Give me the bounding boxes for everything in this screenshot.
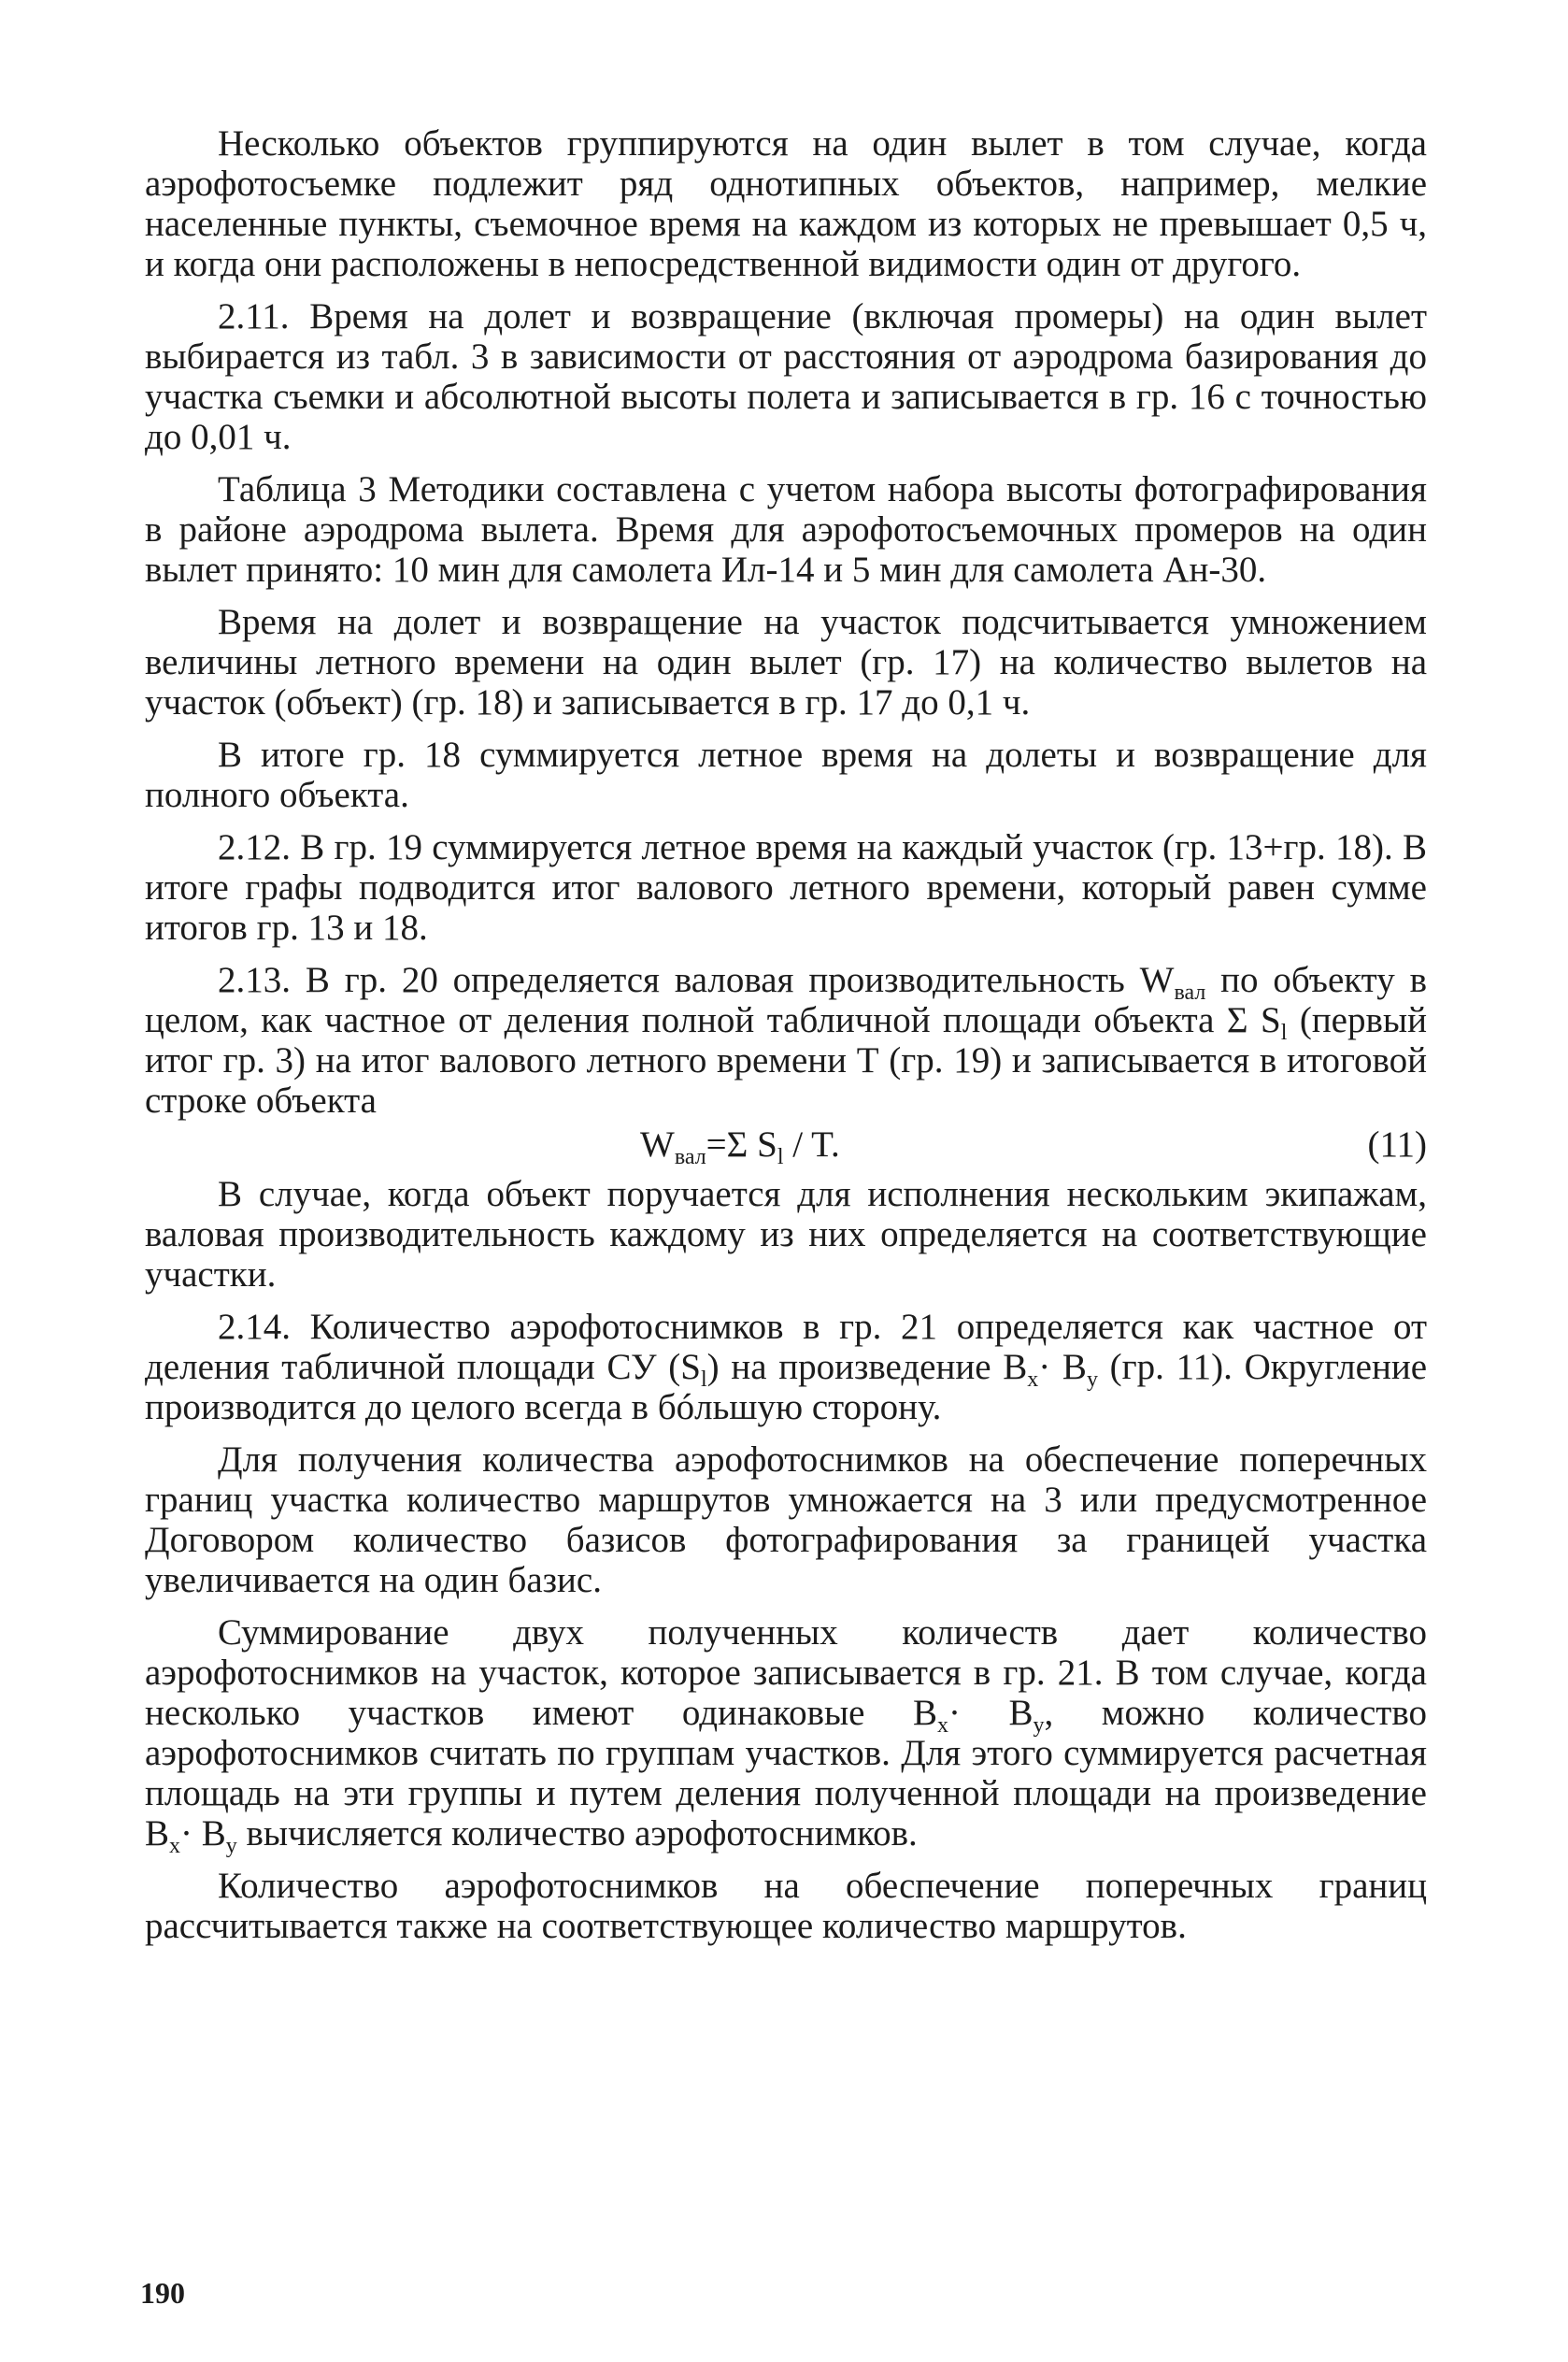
subscript: y: [1086, 1367, 1098, 1392]
formula-expression: [640, 1124, 840, 1169]
text-segment: 2.14. Количество аэрофотоснимков в гр. 21 определяется как частное от деления табличной площади СУ (S: [145, 1307, 1427, 1387]
subscript: x: [169, 1834, 181, 1858]
subscript: l: [777, 1145, 784, 1169]
paragraph: Время на долет и возвращение на участок подсчитывается умножением величины летного времени на один вылет (гр. 17) на количество вылетов на участок (объект) (гр. 18) и записывается в гр. 17 до 0,1 ч.: [145, 602, 1427, 723]
text-segment: 2.13. В гр. 20 определяется валовая производительность W: [218, 960, 1175, 1000]
text-segment: Суммирование двух полученных количеств дает количество аэрофотоснимков на участок, которое записывается в гр. 21. В том случае, когда несколько участков имеют одинаковые В: [145, 1612, 1427, 1733]
subscript: l: [1280, 1021, 1288, 1045]
page-number: 190: [140, 2276, 185, 2310]
subscript: вал: [674, 1145, 706, 1169]
text-segment: , можно количество аэрофотоснимков считать по группам участков. Для этого суммируется расчетная площадь на эти группы и путем деления полученной площади на произведение В: [145, 1693, 1427, 1854]
paragraph: Количество аэрофотоснимков на обеспечение поперечных границ рассчитывается также на соответствующее количество маршрутов.: [145, 1866, 1427, 1946]
text-segment: · В: [1038, 1347, 1087, 1387]
subscript: y: [225, 1834, 237, 1858]
page-body: [145, 123, 1427, 1958]
paragraph: Несколько объектов группируются на один вылет в том случае, когда аэрофотосъемке подлежит ряд однотипных объектов, например, мелкие населенные пункты, съемочное время на каждом из которых не превышает 0,5 ч, и когда они расположены в непосредственной видимости один от другого.: [145, 123, 1427, 284]
text-segment: · В: [180, 1813, 226, 1854]
text-segment: (первый итог гр. 3) на итог валового летного времени Т (гр. 19) и записывается в итоговой строке объекта: [145, 1000, 1427, 1121]
subscript: x: [1027, 1367, 1039, 1392]
paragraph-2-11: 2.11. Время на долет и возвращение (включая промеры) на один вылет выбирается из табл. 3 в зависимости от расстояния от аэродрома базирования до участка съемки и абсолютной высоты полета и записывается в гр. 16 с точностью до 0,01 ч.: [145, 296, 1427, 457]
formula-tail: / T.: [783, 1124, 840, 1165]
paragraph: В итоге гр. 18 суммируется летное время на долеты и возвращение для полного объекта.: [145, 735, 1427, 815]
formula-11: [145, 1124, 1427, 1169]
subscript: l: [700, 1367, 707, 1392]
paragraph-2-13: [145, 960, 1427, 1121]
paragraph: Таблица 3 Методики составлена с учетом набора высоты фотографирования в районе аэродрома вылета. Время для аэрофотосъемочных промеров на один вылет принято: 10 мин для самолета Ил-14 и 5 мин для самолета Ан-30.: [145, 469, 1427, 590]
paragraph-2-14: [145, 1307, 1427, 1427]
formula-number: (11): [1367, 1124, 1427, 1165]
paragraph: Для получения количества аэрофотоснимков на обеспечение поперечных границ участка количество маршрутов умножается на 3 или предусмотренное Договором количество базисов фотографирования за границей участка увеличивается на один базис.: [145, 1439, 1427, 1600]
subscript: y: [1033, 1713, 1045, 1738]
subscript: вал: [1174, 981, 1206, 1005]
formula-w: W: [640, 1124, 675, 1165]
text-segment: (гр. 11). Округление производится до целого всегда в бóльшую сторону.: [145, 1347, 1428, 1427]
text-segment: · В: [948, 1693, 1033, 1733]
text-segment: ) на произведение В: [706, 1347, 1028, 1387]
formula-sum: =Σ S: [706, 1124, 777, 1165]
paragraph-2-12: 2.12. В гр. 19 суммируется летное время на каждый участок (гр. 13+гр. 18). В итоге графы подводится итог валового летного времени, который равен сумме итогов гр. 13 и 18.: [145, 827, 1427, 948]
paragraph: [145, 1612, 1427, 1858]
subscript: x: [937, 1713, 949, 1738]
text-segment: по объекту в целом, как частное от деления полной табличной площади объекта Σ S: [145, 960, 1427, 1040]
text-segment: вычисляется количество аэрофотоснимков.: [236, 1813, 918, 1854]
paragraph: В случае, когда объект поручается для исполнения нескольким экипажам, валовая производительность каждому из них определяется на соответствующие участки.: [145, 1174, 1427, 1295]
